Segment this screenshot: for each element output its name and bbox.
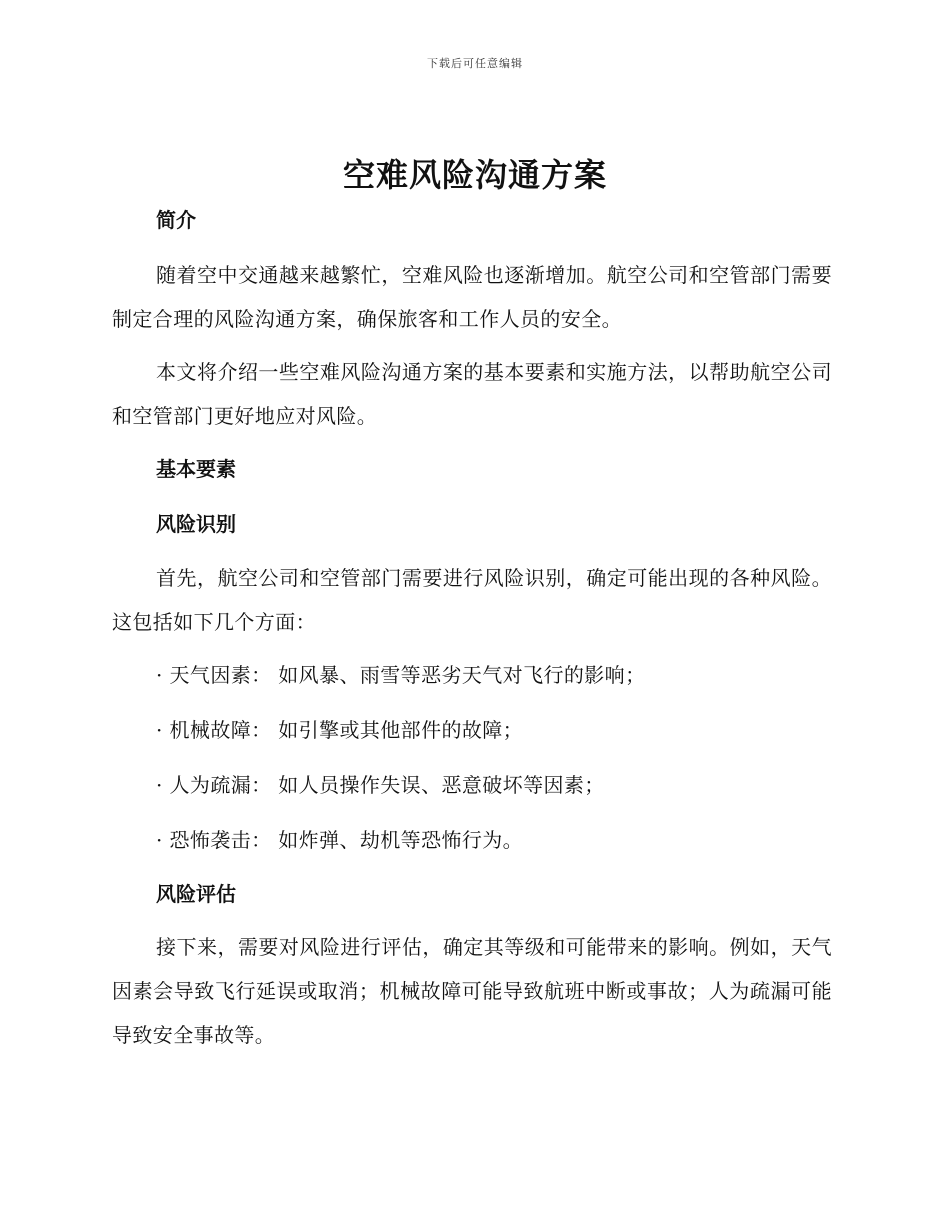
section-heading-risk-evaluation: 风险评估 [156,882,236,906]
bullet-1-block [112,661,832,689]
list-item: · 人为疏漏： 如人员操作失误、恶意破坏等因素； [156,773,605,797]
risk-eval-paragraph-block [112,925,832,1057]
header-note: 下载后可任意编辑 [427,57,523,70]
list-item: · 恐怖袭击： 如炸弹、劫机等恐怖行为。 [156,828,524,852]
risk-eval-heading-block [112,880,832,908]
intro-paragraph-1: 随着空中交通越来越繁忙，空难风险也逐渐增加。航空公司和空管部门需要制定合理的风险沟通方案，确保旅客和工作人员的安全。 [112,263,832,331]
section-heading-risk-identification: 风险识别 [156,512,236,536]
intro-paragraph-1-block [112,253,832,341]
basics-heading-block [112,455,832,483]
intro-paragraph-2: 本文将介绍一些空难风险沟通方案的基本要素和实施方法，以帮助航空公司和空管部门更好地应对风险。 [112,360,832,428]
section-heading-intro: 简介 [156,208,196,232]
bullet-2-block [112,716,832,744]
risk-identification-paragraph: 首先，航空公司和空管部门需要进行风险识别，确定可能出现的各种风险。这包括如下几个方面： [112,566,832,634]
risk-id-paragraph-block [112,556,832,644]
bullet-4-block [112,826,832,854]
list-item: · 天气因素： 如风暴、雨雪等恶劣天气对飞行的影响； [156,663,646,687]
list-item: · 机械故障： 如引擎或其他部件的故障； [156,718,524,742]
intro-paragraph-2-block [112,350,832,438]
document-title: 空难风险沟通方案 [342,156,607,194]
intro-heading-block [112,206,832,234]
section-heading-basics: 基本要素 [156,457,236,481]
bullet-3-block [112,771,832,799]
risk-evaluation-paragraph: 接下来，需要对风险进行评估，确定其等级和可能带来的影响。例如，天气因素会导致飞行延误或取消；机械故障可能导致航班中断或事故；人为疏漏可能导致安全事故等。 [112,935,832,1047]
risk-id-heading-block [112,510,832,538]
